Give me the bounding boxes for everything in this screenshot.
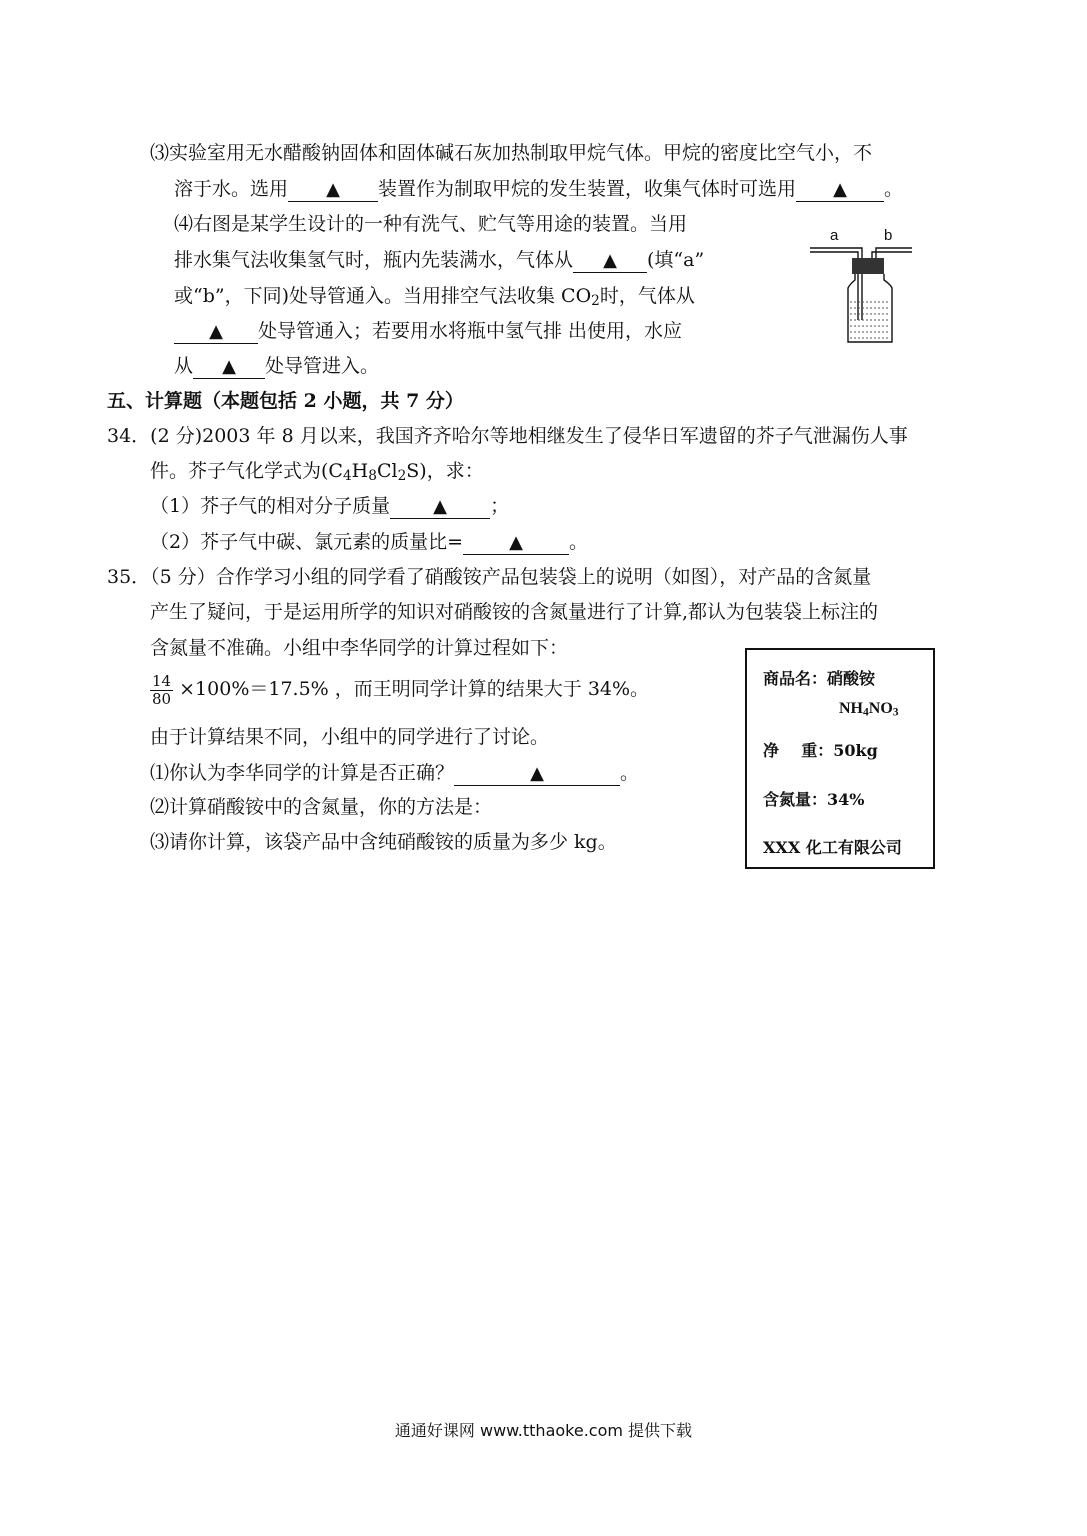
page-footer: 通通好课网 www.tthaoke.com 提供下载 [394, 1421, 693, 1440]
q33-p4-text-f: 从 [174, 355, 194, 377]
q35-line5: 由于计算结果不同，小组中的同学进行了讨论。 [150, 726, 550, 748]
blank-triangle-icon: ▲ [509, 532, 523, 553]
blank-triangle-icon: ▲ [833, 179, 847, 200]
q33-p3-text-a: 溶于水。选用 [174, 178, 289, 200]
formula-part: NH [839, 700, 863, 717]
q35-sub1 [150, 761, 639, 786]
q34-text-a: 件。芥子气化学式为(C [150, 460, 343, 482]
blank-triangle-icon: ▲ [326, 179, 340, 200]
q35-line3: 含氮量不准确。小组中李华同学的计算过程如下： [150, 637, 569, 659]
q34-sub2-end: 。 [569, 531, 589, 553]
fraction-denominator: 80 [152, 689, 172, 708]
tube-label-b: b [884, 227, 893, 244]
answer-blank-correctness[interactable] [454, 762, 620, 786]
product-label-box [745, 648, 935, 869]
answer-blank-water-inlet[interactable] [193, 355, 265, 379]
q34-line2 [150, 459, 484, 483]
q33-p4-text-a: 排水集气法收集氢气时，瓶内先装满水，气体从 [174, 249, 574, 271]
answer-blank-molar-mass[interactable] [390, 495, 490, 519]
q35-line2: 产生了疑问，于是运用所学的知识对硝酸铵的含氮量进行了计算,都认为包装袋上标注的 [150, 601, 879, 623]
q34-sub1-text: （1）芥子气的相对分子质量 [150, 495, 391, 517]
q33-p4-line1: ⑷右图是某学生设计的一种有洗气、贮气等用途的装置。当用 [174, 213, 688, 235]
q34-sub1 [150, 494, 509, 519]
tube-a-inner [810, 252, 858, 320]
answer-blank-generator[interactable] [288, 178, 378, 202]
answer-blank-mass-ratio[interactable] [463, 531, 569, 555]
blank-triangle-icon: ▲ [209, 321, 223, 342]
q33-p4-line4 [174, 319, 682, 344]
formula-part: Cl [376, 460, 398, 482]
tube-label-a: a [830, 227, 839, 244]
blank-triangle-icon: ▲ [603, 250, 617, 271]
q33-p3-line1: ⑶实验室用无水醋酸钠固体和固体碱石灰加热制取甲烷气体。甲烷的密度比空气小，不 [150, 142, 873, 164]
q35-line1: 35．（5 分）合作学习小组的同学看了硝酸铵产品包装袋上的说明（如图），对产品的含氮量 [107, 566, 872, 588]
q34-sub1-end: ； [490, 495, 510, 517]
q34-sub2-text: （2）芥子气中碳、氯元素的质量比= [150, 531, 464, 553]
formula-sub: 2 [397, 468, 407, 484]
formula-sub: 3 [892, 706, 899, 719]
water-hatching [850, 302, 890, 338]
formula-sub: 8 [368, 468, 377, 484]
label-net-weight: 净 重：50kg [763, 741, 878, 760]
fraction-14-80 [150, 673, 173, 708]
answer-blank-collector[interactable] [796, 178, 884, 202]
q33-p4-line2 [174, 248, 704, 273]
formula-part: NO [868, 700, 893, 717]
q34-sub2 [150, 530, 588, 555]
q33-p4-text-c: 或“b”，下同)处导管通入。当用排空气法收集 CO [174, 285, 592, 307]
formula-sub: 4 [863, 706, 869, 719]
q33-p3-text-b: 装置作为制取甲烷的发生装置，收集气体时可选用 [378, 178, 797, 200]
section5-title: 五、计算题（本题包括 2 小题，共 7 分） [107, 390, 464, 412]
label-company: XXX 化工有限公司 [763, 838, 902, 857]
label-product-name: 商品名：硝酸铵 [763, 669, 876, 688]
q35-formula-line [150, 670, 649, 708]
q33-p3-line2 [174, 177, 903, 202]
q34-text-b: S)，求： [406, 460, 484, 482]
q34-line1: 34．(2 分)2003 年 8 月以来，我国齐齐哈尔等地相继发生了侵华日军遗留的芥子气泄漏伤人事 [107, 425, 908, 447]
rubber-stopper [852, 258, 884, 274]
blank-triangle-icon: ▲ [433, 496, 448, 517]
q33-p4-text-e: 处导管通入；若要用水将瓶中氢气排 出使用，水应 [258, 320, 683, 342]
fraction-numerator: 14 [152, 671, 172, 690]
label-nitrogen-content: 含氮量：34% [763, 790, 865, 809]
blank-triangle-icon: ▲ [530, 763, 544, 784]
gas-washing-bottle-diagram [808, 222, 912, 346]
q33-p4-text-b: (填“a” [647, 249, 705, 271]
q33-p4-line5 [174, 354, 379, 379]
q35-formula-text: ×100%＝17.5% ，而王明同学计算的结果大于 34%。 [179, 678, 650, 700]
q35-sub1-text: ⑴你认为李华同学的计算是否正确？ [150, 762, 455, 784]
q35-sub1-end: 。 [620, 762, 640, 784]
blank-triangle-icon: ▲ [222, 356, 236, 377]
label-formula [839, 700, 899, 718]
co2-subscript: 2 [591, 293, 600, 309]
answer-blank-h2-inlet[interactable] [573, 249, 647, 273]
q35-sub3: ⑶请你计算，该袋产品中含纯硝酸铵的质量为多少 kg。 [150, 831, 617, 853]
q33-p3-text-c: 。 [884, 178, 904, 200]
answer-blank-co2-inlet[interactable] [174, 320, 258, 344]
formula-part: H [351, 460, 369, 482]
q33-p4-text-d: 时，气体从 [599, 285, 695, 307]
q35-sub2: ⑵计算硝酸铵中的含氮量，你的方法是： [150, 796, 493, 818]
q33-p4-text-g: 处导管进入。 [265, 355, 380, 377]
q33-p4-line3 [174, 284, 695, 308]
formula-sub: 4 [342, 468, 352, 484]
